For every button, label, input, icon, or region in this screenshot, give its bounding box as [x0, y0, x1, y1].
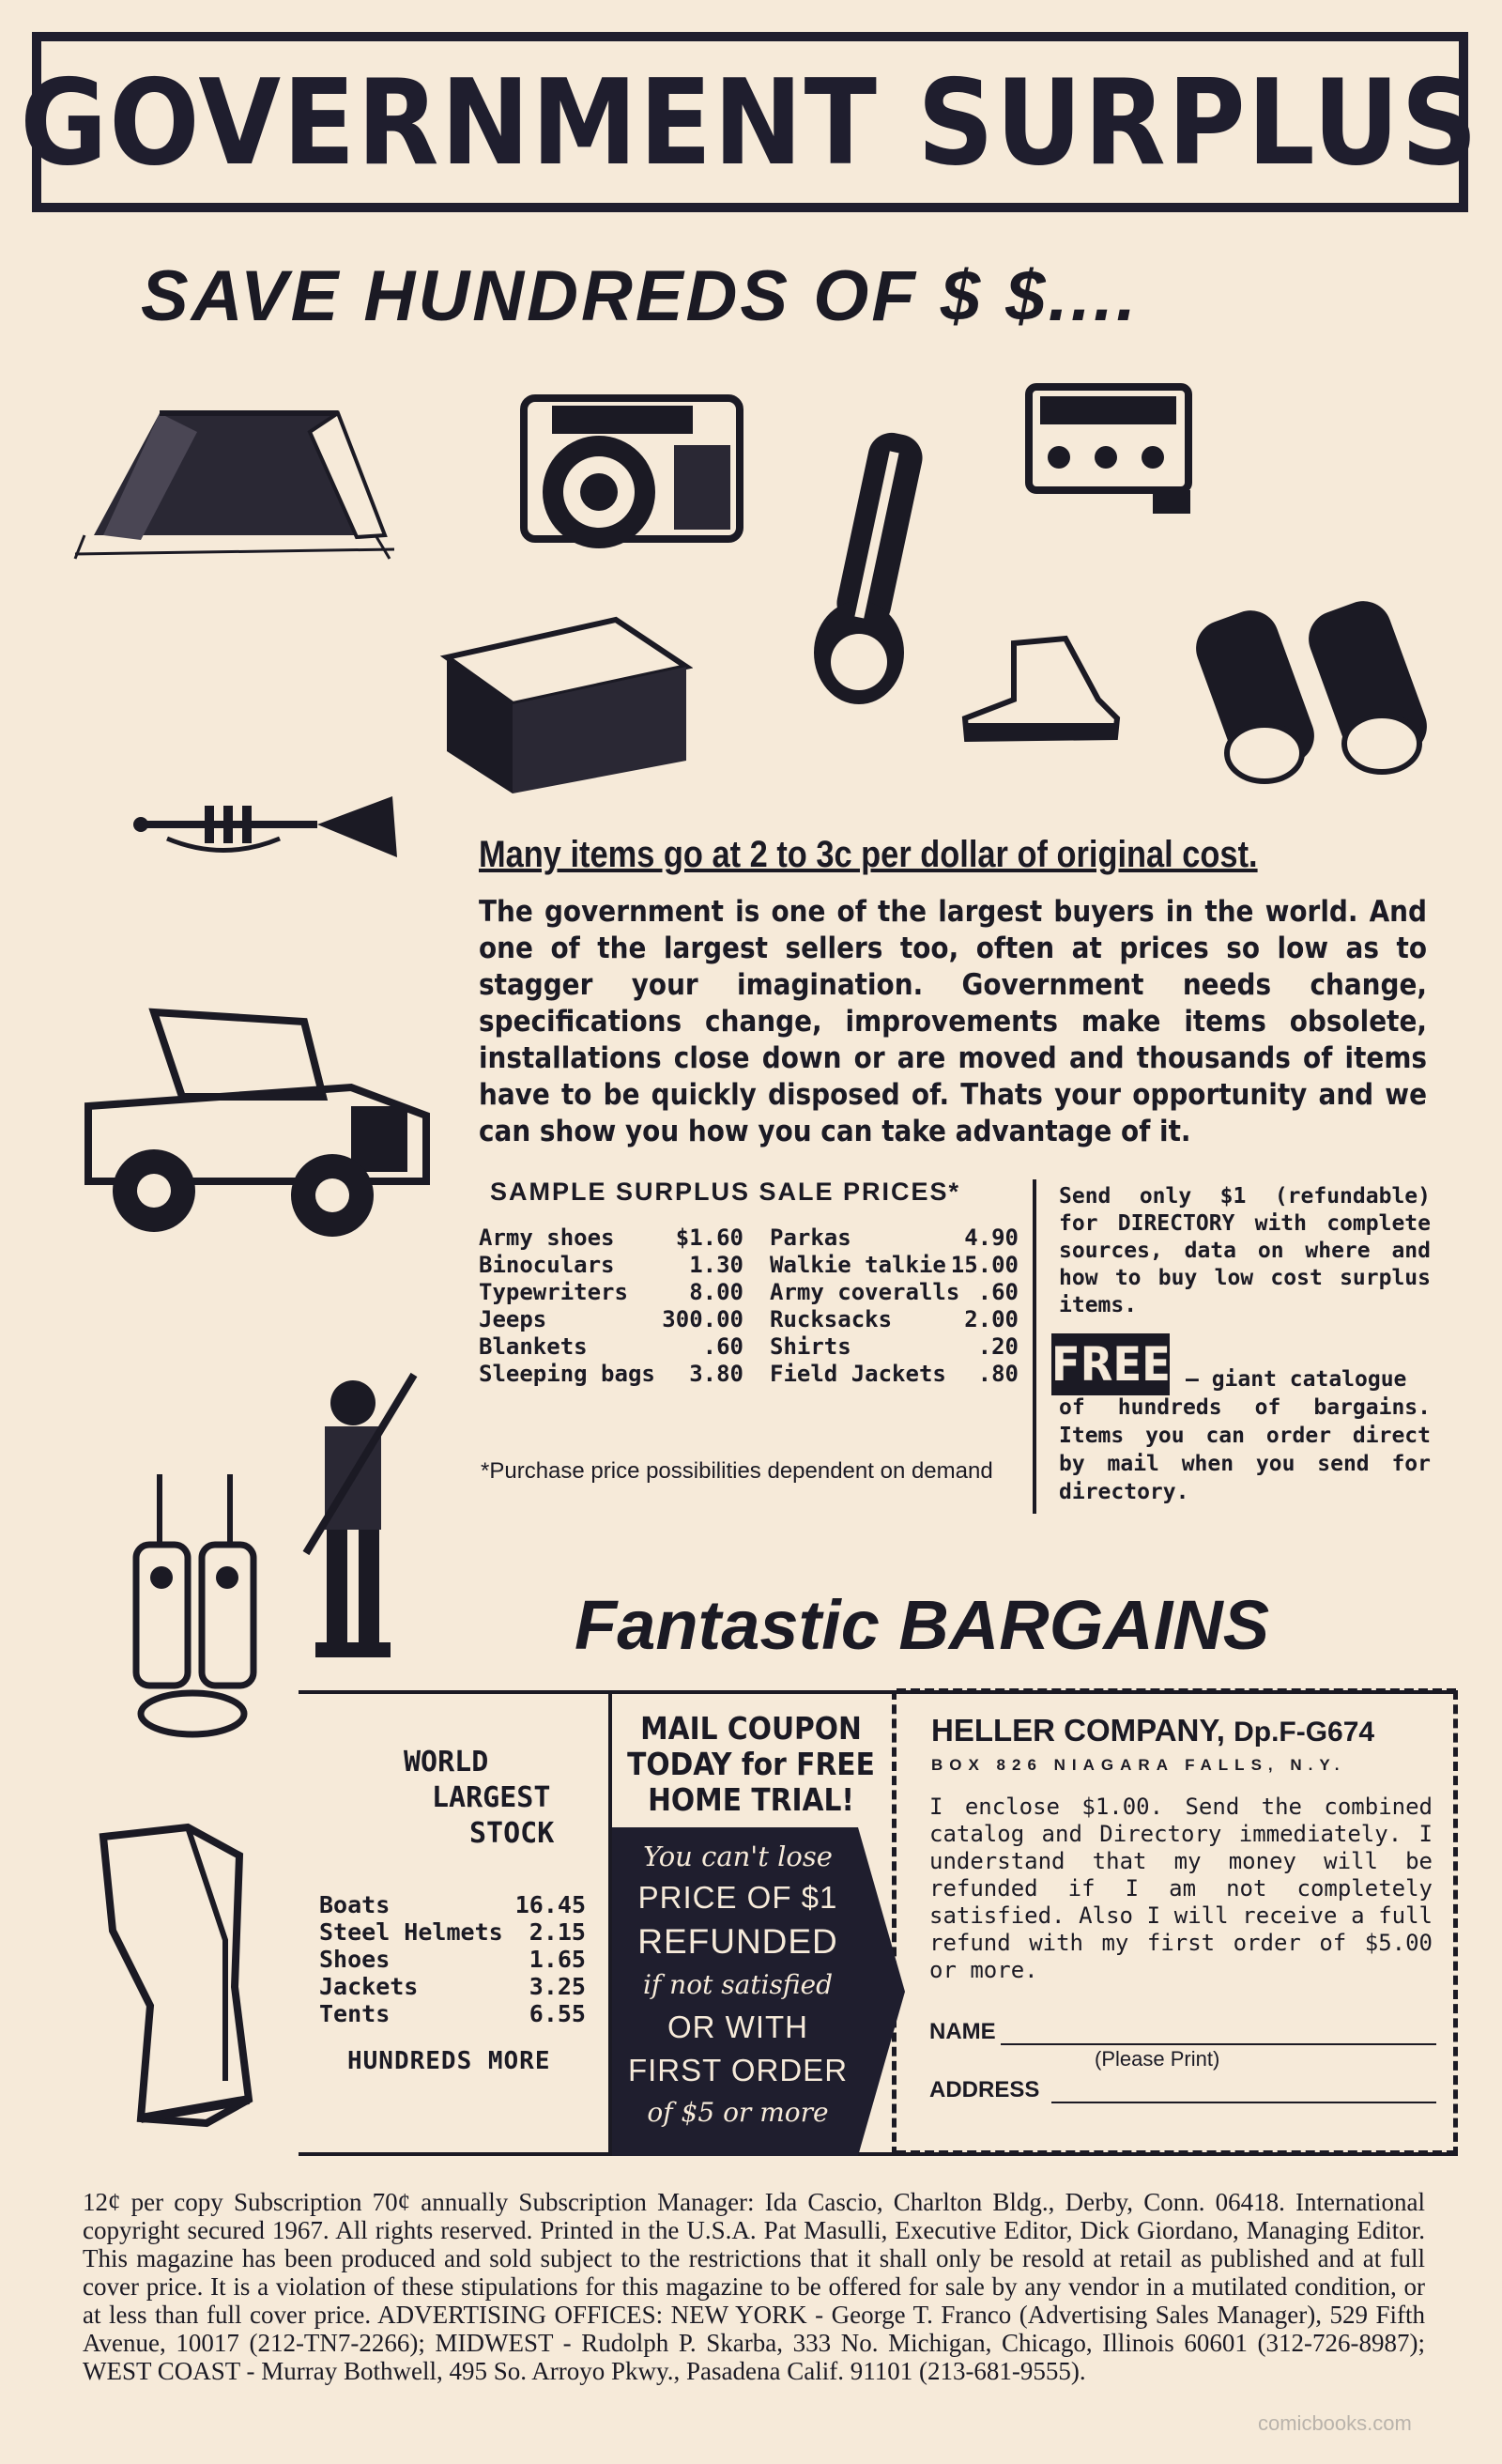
price-item: Jeeps [479, 1306, 547, 1332]
price-value: .60 [702, 1333, 743, 1360]
stock-item: Tents [319, 2000, 391, 2027]
free-catalogue-offer [1059, 1365, 1431, 1506]
price-value: 4.90 [964, 1224, 1019, 1251]
refund-text [612, 1837, 864, 2133]
banner-title: GOVERNMENT SURPLUS [20, 53, 1480, 192]
price-item: Walkie talkie [770, 1252, 946, 1278]
directory-offer: Send only $1 (refundable) for DIRECTORY with complete sources, data on where and how to buy low cost surplus items. [1059, 1184, 1431, 1317]
intro-text: The government is one of the largest buyers in the world. And one of the largest sellers too, often at prices so low as to stagger your imagination. Government needs change, specifications change, improvements make items obsolete, installations close down or are moved and thousands of items have to be quickly disposed of. Thats your opportunity and we can show you how you can take advantage of it. [479, 895, 1427, 1148]
waders-icon [84, 1818, 253, 2137]
free-badge: FREE [1051, 1333, 1170, 1395]
column-divider [1033, 1179, 1036, 1514]
stock-price: 16.45 [514, 1891, 586, 1918]
name-field[interactable] [929, 2019, 1436, 2045]
price-value: 8.00 [689, 1279, 743, 1305]
coupon-cut-line-bottom [897, 2150, 1456, 2155]
mail-coupon-line: TODAY for FREE [627, 1746, 875, 1782]
coupon-text: I enclose $1.00. Send the combined catalog and Directory immediately. I understand that my money will be refunded if I am not completely satisfied. Also I will receive a full refund with my first order of $5.00 or more. [929, 1794, 1433, 1983]
price-value: 1.30 [689, 1252, 743, 1278]
price-item: Sleeping bags [479, 1361, 655, 1387]
banner-inner [20, 41, 1480, 203]
stock-price: 2.15 [529, 1918, 586, 1946]
price-item: Shirts [770, 1333, 851, 1360]
stock-heading [404, 1745, 563, 1852]
price-value: .20 [977, 1333, 1019, 1360]
price-item: Typewriters [479, 1279, 628, 1305]
price-item: Blankets [479, 1333, 588, 1360]
free-catalogue-lead: — giant catalogue [1186, 1367, 1407, 1392]
price-value: 15.00 [950, 1252, 1019, 1278]
sample-prices-heading: SAMPLE SURPLUS SALE PRICES* [490, 1178, 961, 1206]
coupon-cut-line-right [1453, 1690, 1458, 2156]
hundreds-more: HUNDREDS MORE [347, 2047, 551, 2075]
soldier-icon [287, 1365, 419, 1662]
price-row [770, 1252, 1019, 1279]
refund-line: OR WITH [667, 2010, 808, 2044]
coupon-cut-line-top [897, 1688, 1456, 1693]
price-value: .60 [977, 1279, 1019, 1305]
price-item: Rucksacks [770, 1306, 893, 1332]
fineprint: 12¢ per copy Subscription 70¢ annually Subscription Manager: Ida Cascio, Charlton Bldg., Derby, Conn. 06418. International copyright secured 1967. All rights reserved. Printed in the U.S.A. Pat Masulli, Executive Editor, Dick Giordano, Managing Editor. This magazine has been produced and sold subject to the restrictions that it shall only be resold at retail as published and at full cover price. It is a violation of these stipulations for this magazine to be offered for sale by any vendor in a mutilated condition, or at less than full cover price. ADVERTISING OFFICES: NEW YORK - George T. Franco (Advertising Sales Manager), 529 Fifth Avenue, 10017 (212-TN7-2266); MIDWEST - Rudolph P. Skarba, 333 No. Michigan, Chicago, Illinois 60601 (312-726-8987); WEST COAST - Murray Bothwell, 495 So. Arroyo Pkwy., Pasadena Calif. 91101 (213-681-9555). [83, 2188, 1425, 2385]
refund-line: PRICE OF $1 [637, 1880, 838, 1915]
company-name [931, 1713, 1374, 1748]
price-item: Army shoes [479, 1224, 615, 1251]
tagline: Many items go at 2 to 3c per dollar of original cost. [479, 834, 1258, 875]
refund-line: REFUNDED [637, 1922, 838, 1961]
stock-heading-line: STOCK [469, 1817, 555, 1850]
refund-line: You can't lose [643, 1840, 833, 1872]
stock-item: Jackets [319, 1973, 419, 2000]
stock-row [319, 2000, 586, 2027]
price-row [479, 1306, 743, 1333]
price-row [479, 1224, 743, 1252]
sample-prices-column-1 [479, 1224, 743, 1388]
refund-line: FIRST ORDER [627, 2053, 849, 2087]
sample-prices-column-2 [770, 1224, 1019, 1388]
address-rule [1051, 2102, 1436, 2103]
price-row [479, 1279, 743, 1306]
name-label: NAME [929, 2019, 996, 2044]
price-row [770, 1306, 1019, 1333]
stock-item: Shoes [319, 1946, 391, 1973]
radio-icon [1021, 368, 1200, 518]
binoculars-icon [1194, 584, 1448, 791]
mail-coupon-heading [612, 1711, 890, 1818]
price-row [770, 1279, 1019, 1306]
price-row [770, 1333, 1019, 1361]
price-item: Army coveralls [770, 1279, 960, 1305]
watermark: comicbooks.com [1258, 2411, 1412, 2435]
stock-heading-line: WORLD [404, 1746, 489, 1779]
stock-item: Steel Helmets [319, 1918, 503, 1946]
banner [20, 32, 1480, 212]
price-item: Field Jackets [770, 1361, 946, 1387]
price-item: Parkas [770, 1224, 851, 1251]
trumpet-icon [130, 787, 411, 866]
stock-row [319, 1946, 586, 1973]
company-address: BOX 826 NIAGARA FALLS, N.Y. [931, 1756, 1346, 1774]
price-row [770, 1361, 1019, 1388]
company-dept: Dp.F-G674 [1234, 1717, 1375, 1748]
stock-heading-line: LARGEST [432, 1781, 551, 1814]
company-title: HELLER COMPANY, [931, 1713, 1225, 1748]
camera-icon [514, 370, 749, 577]
address-label: ADDRESS [929, 2077, 1040, 2102]
price-row [479, 1361, 743, 1388]
price-row [479, 1252, 743, 1279]
price-value: .80 [977, 1361, 1019, 1387]
bargains-heading: Fantastic BARGAINS [575, 1586, 1270, 1664]
refund-line: if not satisfied [642, 1969, 834, 2000]
walkie-talkie-icon [122, 1465, 263, 1743]
name-rule [1001, 2043, 1436, 2045]
free-catalogue-text: of hundreds of bargains. Items you can order direct by mail when you send for directory. [1059, 1395, 1431, 1504]
stock-item: Boats [319, 1891, 391, 1918]
boot-icon [958, 634, 1123, 747]
flashlight-icon [807, 423, 939, 714]
price-row [479, 1333, 743, 1361]
price-value: $1.60 [675, 1224, 743, 1251]
stock-row [319, 1891, 586, 1918]
price-item: Binoculars [479, 1252, 615, 1278]
stock-price: 1.65 [529, 1946, 586, 1973]
footlocker-icon [437, 610, 693, 798]
tent-icon [56, 376, 404, 573]
stock-list [319, 1891, 586, 2027]
price-row [770, 1224, 1019, 1252]
refund-line: of $5 or more [647, 2097, 829, 2128]
headline: SAVE HUNDREDS OF $ $.... [141, 256, 1140, 336]
stock-price: 3.25 [529, 1973, 586, 2000]
price-value: 2.00 [964, 1306, 1019, 1332]
address-field[interactable] [929, 2077, 1436, 2103]
mail-coupon-line: HOME TRIAL! [648, 1781, 854, 1818]
stock-row [319, 1973, 586, 2000]
price-footnote: *Purchase price possibilities dependent on demand [481, 1458, 993, 1484]
jeep-icon [69, 1003, 441, 1238]
mail-coupon-line: MAIL COUPON [640, 1710, 862, 1747]
price-value: 3.80 [689, 1361, 743, 1387]
print-note: (Please Print) [1095, 2047, 1220, 2071]
stock-row [319, 1918, 586, 1946]
stock-price: 6.55 [529, 2000, 586, 2027]
price-value: 300.00 [662, 1306, 743, 1332]
